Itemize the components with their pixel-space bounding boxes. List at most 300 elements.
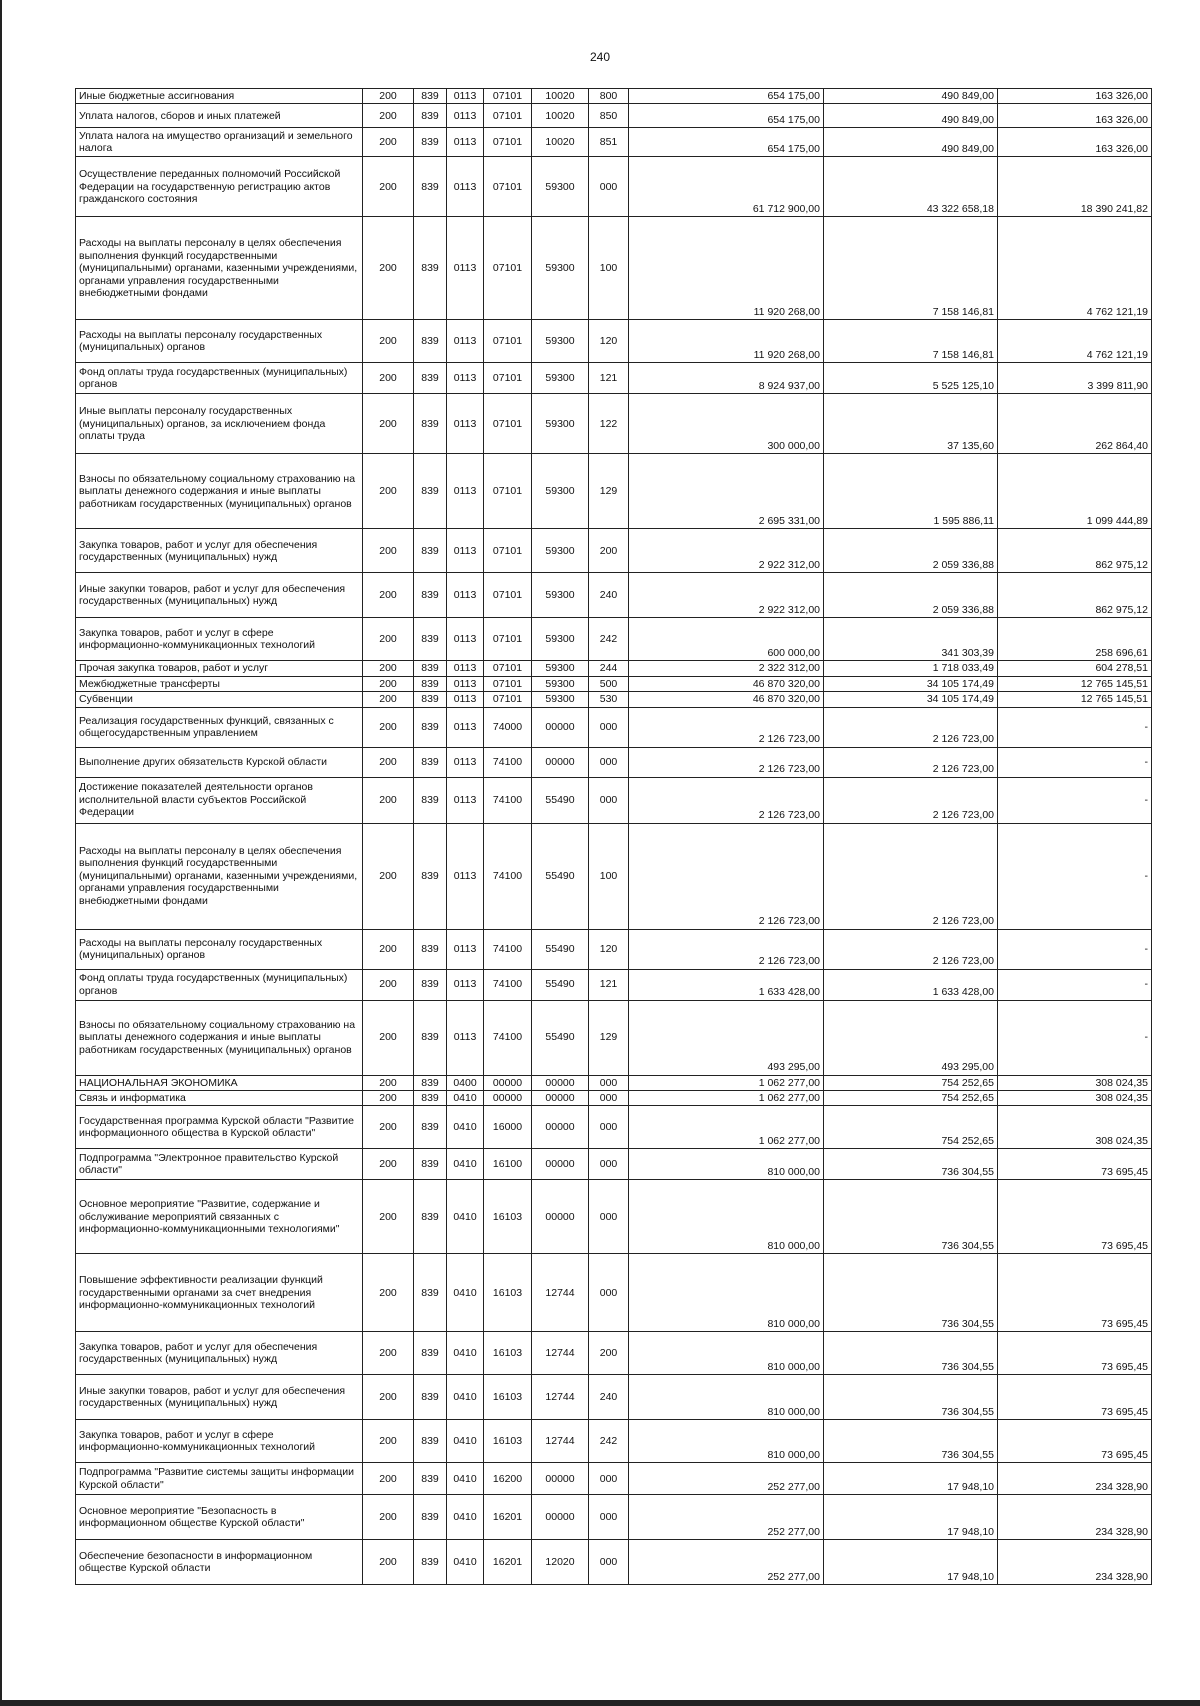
code-program: 07101: [484, 104, 532, 128]
code-expense-type: 500: [589, 676, 629, 691]
amount-remaining: -: [998, 1000, 1152, 1075]
code-expense-type: 200: [589, 529, 629, 573]
row-name: Государственная программа Курской области "Развитие информационного общества в Курской области": [76, 1106, 363, 1149]
row-name: Расходы на выплаты персоналу в целях обеспечения выполнения функций государственными (муниципальными) органами, казенными учреждениями, органами управления государственными внебюджетными фондами: [76, 823, 363, 929]
row-name: Иные бюджетные ассигнования: [76, 89, 363, 104]
code-ministry: 839: [414, 969, 447, 1000]
code-admin: 200: [363, 394, 414, 454]
amount-approved: 2 922 312,00: [629, 573, 824, 618]
code-ministry: 839: [414, 1180, 447, 1254]
amount-executed: 7 158 146,81: [824, 320, 998, 363]
amount-remaining: -: [998, 777, 1152, 823]
amount-approved: 1 633 428,00: [629, 969, 824, 1000]
row-name: Подпрограмма "Развитие системы защиты информации Курской области": [76, 1463, 363, 1495]
code-direction: 12744: [532, 1332, 589, 1375]
code-admin: 200: [363, 89, 414, 104]
code-direction: 10020: [532, 104, 589, 128]
code-expense-type: 120: [589, 929, 629, 969]
amount-approved: 810 000,00: [629, 1180, 824, 1254]
code-section: 0113: [447, 929, 484, 969]
code-admin: 200: [363, 1495, 414, 1540]
code-admin: 200: [363, 104, 414, 128]
code-admin: 200: [363, 676, 414, 691]
amount-approved: 2 126 723,00: [629, 777, 824, 823]
code-admin: 200: [363, 969, 414, 1000]
scan-bottom-edge: [0, 1700, 1200, 1706]
code-expense-type: 129: [589, 454, 629, 529]
code-direction: 55490: [532, 1000, 589, 1075]
code-direction: 10020: [532, 128, 589, 157]
amount-approved: 493 295,00: [629, 1000, 824, 1075]
code-admin: 200: [363, 929, 414, 969]
amount-executed: 490 849,00: [824, 89, 998, 104]
table-row: [76, 661, 1152, 676]
amount-remaining: 73 695,45: [998, 1420, 1152, 1463]
row-name: Достижение показателей деятельности органов исполнительной власти субъектов Российской Федерации: [76, 777, 363, 823]
amount-approved: 252 277,00: [629, 1463, 824, 1495]
amount-approved: 252 277,00: [629, 1495, 824, 1540]
code-ministry: 839: [414, 320, 447, 363]
code-program: 07101: [484, 89, 532, 104]
code-ministry: 839: [414, 707, 447, 747]
code-section: 0113: [447, 363, 484, 394]
amount-remaining: 262 864,40: [998, 394, 1152, 454]
amount-remaining: 163 326,00: [998, 89, 1152, 104]
code-section: 0410: [447, 1332, 484, 1375]
amount-executed: 736 304,55: [824, 1375, 998, 1420]
amount-executed: 736 304,55: [824, 1254, 998, 1332]
code-ministry: 839: [414, 573, 447, 618]
code-section: 0400: [447, 1075, 484, 1090]
amount-remaining: 163 326,00: [998, 104, 1152, 128]
amount-remaining: -: [998, 823, 1152, 929]
code-ministry: 839: [414, 1106, 447, 1149]
amount-remaining: 1 099 444,89: [998, 454, 1152, 529]
code-program: 74100: [484, 777, 532, 823]
code-direction: 55490: [532, 929, 589, 969]
code-admin: 200: [363, 573, 414, 618]
amount-remaining: 308 024,35: [998, 1075, 1152, 1090]
table-row: [76, 217, 1152, 320]
code-expense-type: 120: [589, 320, 629, 363]
table-row: [76, 1090, 1152, 1105]
code-section: 0113: [447, 1000, 484, 1075]
amount-remaining: 862 975,12: [998, 573, 1152, 618]
row-name: Повышение эффективности реализации функций государственными органами за счет внедрения информационно-коммуникационных технологий: [76, 1254, 363, 1332]
table-row: [76, 104, 1152, 128]
amount-executed: 736 304,55: [824, 1420, 998, 1463]
row-name: Расходы на выплаты персоналу в целях обеспечения выполнения функций государственными (муниципальными) органами, казенными учреждениями, органами управления государственными внебюджетными фондами: [76, 217, 363, 320]
code-program: 74100: [484, 747, 532, 777]
code-admin: 200: [363, 707, 414, 747]
code-ministry: 839: [414, 1332, 447, 1375]
row-name: Фонд оплаты труда государственных (муниципальных) органов: [76, 363, 363, 394]
code-admin: 200: [363, 320, 414, 363]
code-expense-type: 242: [589, 1420, 629, 1463]
table-row: [76, 394, 1152, 454]
table-row: [76, 320, 1152, 363]
amount-executed: 37 135,60: [824, 394, 998, 454]
amount-executed: 34 105 174,49: [824, 692, 998, 707]
code-program: 07101: [484, 128, 532, 157]
code-program: 16103: [484, 1420, 532, 1463]
code-ministry: 839: [414, 1375, 447, 1420]
code-admin: 200: [363, 454, 414, 529]
code-expense-type: 000: [589, 1106, 629, 1149]
code-program: 07101: [484, 217, 532, 320]
amount-approved: 300 000,00: [629, 394, 824, 454]
code-section: 0113: [447, 707, 484, 747]
table-row: [76, 1149, 1152, 1180]
row-name: Закупка товаров, работ и услуг в сфере информационно-коммуникационных технологий: [76, 1420, 363, 1463]
amount-executed: 2 059 336,88: [824, 573, 998, 618]
code-section: 0113: [447, 157, 484, 217]
code-admin: 200: [363, 1540, 414, 1585]
code-admin: 200: [363, 777, 414, 823]
row-name: Иные закупки товаров, работ и услуг для обеспечения государственных (муниципальных) нужд: [76, 1375, 363, 1420]
code-admin: 200: [363, 217, 414, 320]
code-section: 0113: [447, 676, 484, 691]
code-section: 0113: [447, 394, 484, 454]
code-section: 0410: [447, 1149, 484, 1180]
amount-executed: 754 252,65: [824, 1090, 998, 1105]
code-direction: 59300: [532, 618, 589, 661]
code-direction: 12744: [532, 1254, 589, 1332]
amount-remaining: 12 765 145,51: [998, 692, 1152, 707]
amount-remaining: 73 695,45: [998, 1332, 1152, 1375]
row-name: Выполнение других обязательств Курской области: [76, 747, 363, 777]
code-expense-type: 244: [589, 661, 629, 676]
amount-executed: 17 948,10: [824, 1495, 998, 1540]
code-expense-type: 000: [589, 1090, 629, 1105]
code-program: 00000: [484, 1075, 532, 1090]
table-row: [76, 692, 1152, 707]
amount-executed: 34 105 174,49: [824, 676, 998, 691]
code-program: 16100: [484, 1149, 532, 1180]
amount-executed: 341 303,39: [824, 618, 998, 661]
code-ministry: 839: [414, 394, 447, 454]
code-program: 07101: [484, 454, 532, 529]
amount-approved: 600 000,00: [629, 618, 824, 661]
table-row: [76, 573, 1152, 618]
amount-remaining: 604 278,51: [998, 661, 1152, 676]
code-expense-type: 000: [589, 707, 629, 747]
row-name: Субвенции: [76, 692, 363, 707]
code-ministry: 839: [414, 777, 447, 823]
code-expense-type: 850: [589, 104, 629, 128]
code-ministry: 839: [414, 1420, 447, 1463]
amount-approved: 810 000,00: [629, 1149, 824, 1180]
table-row: [76, 363, 1152, 394]
amount-remaining: 73 695,45: [998, 1149, 1152, 1180]
code-admin: 200: [363, 823, 414, 929]
amount-executed: 2 126 723,00: [824, 929, 998, 969]
code-ministry: 839: [414, 454, 447, 529]
code-direction: 00000: [532, 1495, 589, 1540]
code-ministry: 839: [414, 929, 447, 969]
code-admin: 200: [363, 157, 414, 217]
code-section: 0113: [447, 529, 484, 573]
code-ministry: 839: [414, 1149, 447, 1180]
code-direction: 00000: [532, 1106, 589, 1149]
amount-remaining: 862 975,12: [998, 529, 1152, 573]
amount-approved: 2 322 312,00: [629, 661, 824, 676]
amount-approved: 1 062 277,00: [629, 1075, 824, 1090]
table-row: [76, 747, 1152, 777]
amount-executed: 754 252,65: [824, 1106, 998, 1149]
table-row: [76, 1420, 1152, 1463]
code-admin: 200: [363, 1106, 414, 1149]
row-name: Взносы по обязательному социальному страхованию на выплаты денежного содержания и иные выплаты работникам государственных (муниципальных) органов: [76, 1000, 363, 1075]
row-name: Расходы на выплаты персоналу государственных (муниципальных) органов: [76, 320, 363, 363]
code-expense-type: 121: [589, 363, 629, 394]
code-ministry: 839: [414, 618, 447, 661]
code-admin: 200: [363, 1254, 414, 1332]
code-program: 07101: [484, 692, 532, 707]
table-row: [76, 157, 1152, 217]
row-name: Фонд оплаты труда государственных (муниципальных) органов: [76, 969, 363, 1000]
amount-remaining: -: [998, 969, 1152, 1000]
code-direction: 55490: [532, 823, 589, 929]
row-name: НАЦИОНАЛЬНАЯ ЭКОНОМИКА: [76, 1075, 363, 1090]
table-row: [76, 707, 1152, 747]
code-direction: 59300: [532, 157, 589, 217]
code-section: 0113: [447, 823, 484, 929]
amount-approved: 810 000,00: [629, 1375, 824, 1420]
code-ministry: 839: [414, 823, 447, 929]
amount-remaining: 4 762 121,19: [998, 217, 1152, 320]
row-name: Уплата налога на имущество организаций и земельного налога: [76, 128, 363, 157]
code-admin: 200: [363, 618, 414, 661]
code-program: 74100: [484, 929, 532, 969]
code-expense-type: 100: [589, 823, 629, 929]
code-direction: 00000: [532, 1149, 589, 1180]
row-name: Иные закупки товаров, работ и услуг для обеспечения государственных (муниципальных) нужд: [76, 573, 363, 618]
table-row: [76, 1180, 1152, 1254]
amount-remaining: 4 762 121,19: [998, 320, 1152, 363]
code-expense-type: 129: [589, 1000, 629, 1075]
code-expense-type: 530: [589, 692, 629, 707]
code-direction: 00000: [532, 1090, 589, 1105]
code-section: 0410: [447, 1540, 484, 1585]
row-name: Основное мероприятие "Безопасность в информационном обществе Курской области": [76, 1495, 363, 1540]
amount-remaining: 163 326,00: [998, 128, 1152, 157]
code-program: 07101: [484, 320, 532, 363]
row-name: Подпрограмма "Электронное правительство Курской области": [76, 1149, 363, 1180]
row-name: Иные выплаты персоналу государственных (муниципальных) органов, за исключением фонда оплаты труда: [76, 394, 363, 454]
code-ministry: 839: [414, 1000, 447, 1075]
scan-left-edge: [0, 0, 2, 1706]
code-admin: 200: [363, 661, 414, 676]
amount-executed: 43 322 658,18: [824, 157, 998, 217]
code-direction: 55490: [532, 969, 589, 1000]
row-name: Закупка товаров, работ и услуг для обеспечения государственных (муниципальных) нужд: [76, 1332, 363, 1375]
table-row: [76, 1463, 1152, 1495]
amount-approved: 252 277,00: [629, 1540, 824, 1585]
code-program: 16103: [484, 1254, 532, 1332]
amount-executed: 490 849,00: [824, 104, 998, 128]
code-program: 16200: [484, 1463, 532, 1495]
row-name: Взносы по обязательному социальному страхованию на выплаты денежного содержания и иные выплаты работникам государственных (муниципальных) органов: [76, 454, 363, 529]
table-row: [76, 1000, 1152, 1075]
amount-approved: 46 870 320,00: [629, 676, 824, 691]
row-name: Прочая закупка товаров, работ и услуг: [76, 661, 363, 676]
code-direction: 10020: [532, 89, 589, 104]
amount-executed: 2 126 723,00: [824, 707, 998, 747]
code-ministry: 839: [414, 104, 447, 128]
code-admin: 200: [363, 747, 414, 777]
code-admin: 200: [363, 1000, 414, 1075]
table-row: [76, 618, 1152, 661]
amount-remaining: 258 696,61: [998, 618, 1152, 661]
code-expense-type: 000: [589, 1540, 629, 1585]
code-section: 0113: [447, 320, 484, 363]
code-direction: 59300: [532, 692, 589, 707]
code-admin: 200: [363, 128, 414, 157]
code-program: 74000: [484, 707, 532, 747]
amount-executed: 754 252,65: [824, 1075, 998, 1090]
amount-executed: 493 295,00: [824, 1000, 998, 1075]
code-expense-type: 240: [589, 573, 629, 618]
code-admin: 200: [363, 363, 414, 394]
code-section: 0113: [447, 661, 484, 676]
amount-remaining: 308 024,35: [998, 1090, 1152, 1105]
row-name: Межбюджетные трансферты: [76, 676, 363, 691]
amount-remaining: 234 328,90: [998, 1463, 1152, 1495]
amount-approved: 654 175,00: [629, 128, 824, 157]
table-row: [76, 1495, 1152, 1540]
amount-approved: 2 126 723,00: [629, 707, 824, 747]
code-direction: 12744: [532, 1375, 589, 1420]
code-direction: 59300: [532, 676, 589, 691]
code-section: 0113: [447, 104, 484, 128]
row-name: Связь и информатика: [76, 1090, 363, 1105]
code-program: 16103: [484, 1332, 532, 1375]
code-direction: 59300: [532, 454, 589, 529]
code-program: 74100: [484, 969, 532, 1000]
amount-approved: 1 062 277,00: [629, 1106, 824, 1149]
code-section: 0410: [447, 1495, 484, 1540]
code-section: 0410: [447, 1106, 484, 1149]
amount-approved: 11 920 268,00: [629, 320, 824, 363]
amount-approved: 810 000,00: [629, 1332, 824, 1375]
row-name: Основное мероприятие "Развитие, содержание и обслуживание мероприятий связанных с информационно-коммуникационными технологиями": [76, 1180, 363, 1254]
code-direction: 59300: [532, 320, 589, 363]
code-section: 0113: [447, 217, 484, 320]
table-row: [76, 454, 1152, 529]
code-expense-type: 000: [589, 1463, 629, 1495]
code-direction: 12020: [532, 1540, 589, 1585]
code-section: 0113: [447, 89, 484, 104]
code-expense-type: 851: [589, 128, 629, 157]
row-name: Реализация государственных функций, связанных с общегосударственным управлением: [76, 707, 363, 747]
amount-remaining: 3 399 811,90: [998, 363, 1152, 394]
amount-approved: 810 000,00: [629, 1420, 824, 1463]
amount-approved: 2 922 312,00: [629, 529, 824, 573]
budget-table: [75, 88, 1152, 1585]
table-row: [76, 1332, 1152, 1375]
code-section: 0113: [447, 618, 484, 661]
code-expense-type: 000: [589, 157, 629, 217]
amount-remaining: 308 024,35: [998, 1106, 1152, 1149]
code-ministry: 839: [414, 529, 447, 573]
code-section: 0113: [447, 969, 484, 1000]
amount-executed: 2 126 723,00: [824, 747, 998, 777]
code-ministry: 839: [414, 1495, 447, 1540]
code-admin: 200: [363, 1180, 414, 1254]
code-direction: 12744: [532, 1420, 589, 1463]
code-program: 16103: [484, 1180, 532, 1254]
table-row: [76, 529, 1152, 573]
table-row: [76, 1375, 1152, 1420]
code-ministry: 839: [414, 89, 447, 104]
code-ministry: 839: [414, 1254, 447, 1332]
code-expense-type: 240: [589, 1375, 629, 1420]
code-ministry: 839: [414, 661, 447, 676]
code-program: 74100: [484, 1000, 532, 1075]
table-row: [76, 969, 1152, 1000]
code-expense-type: 121: [589, 969, 629, 1000]
code-direction: 00000: [532, 747, 589, 777]
code-admin: 200: [363, 692, 414, 707]
code-direction: 59300: [532, 573, 589, 618]
amount-executed: 2 126 723,00: [824, 823, 998, 929]
code-admin: 200: [363, 1463, 414, 1495]
code-direction: 00000: [532, 1180, 589, 1254]
amount-executed: 2 126 723,00: [824, 777, 998, 823]
code-program: 74100: [484, 823, 532, 929]
code-direction: 00000: [532, 707, 589, 747]
code-admin: 200: [363, 1090, 414, 1105]
amount-approved: 654 175,00: [629, 104, 824, 128]
code-direction: 55490: [532, 777, 589, 823]
amount-executed: 1 718 033,49: [824, 661, 998, 676]
code-admin: 200: [363, 1375, 414, 1420]
code-direction: 59300: [532, 363, 589, 394]
amount-executed: 1 595 886,11: [824, 454, 998, 529]
code-section: 0410: [447, 1254, 484, 1332]
code-ministry: 839: [414, 157, 447, 217]
row-name: Уплата налогов, сборов и иных платежей: [76, 104, 363, 128]
code-program: 07101: [484, 363, 532, 394]
code-section: 0113: [447, 128, 484, 157]
code-direction: 00000: [532, 1075, 589, 1090]
amount-remaining: -: [998, 747, 1152, 777]
code-direction: 59300: [532, 394, 589, 454]
amount-approved: 810 000,00: [629, 1254, 824, 1332]
amount-approved: 654 175,00: [629, 89, 824, 104]
code-expense-type: 122: [589, 394, 629, 454]
code-expense-type: 000: [589, 1075, 629, 1090]
amount-executed: 1 633 428,00: [824, 969, 998, 1000]
code-admin: 200: [363, 1420, 414, 1463]
code-expense-type: 242: [589, 618, 629, 661]
code-section: 0410: [447, 1180, 484, 1254]
code-program: 07101: [484, 676, 532, 691]
code-ministry: 839: [414, 747, 447, 777]
code-admin: 200: [363, 1075, 414, 1090]
amount-remaining: -: [998, 707, 1152, 747]
code-expense-type: 000: [589, 777, 629, 823]
code-ministry: 839: [414, 1090, 447, 1105]
code-admin: 200: [363, 1149, 414, 1180]
code-direction: 59300: [532, 217, 589, 320]
amount-executed: 736 304,55: [824, 1332, 998, 1375]
code-program: 16201: [484, 1495, 532, 1540]
code-ministry: 839: [414, 1075, 447, 1090]
amount-executed: 17 948,10: [824, 1540, 998, 1585]
code-direction: 00000: [532, 1463, 589, 1495]
